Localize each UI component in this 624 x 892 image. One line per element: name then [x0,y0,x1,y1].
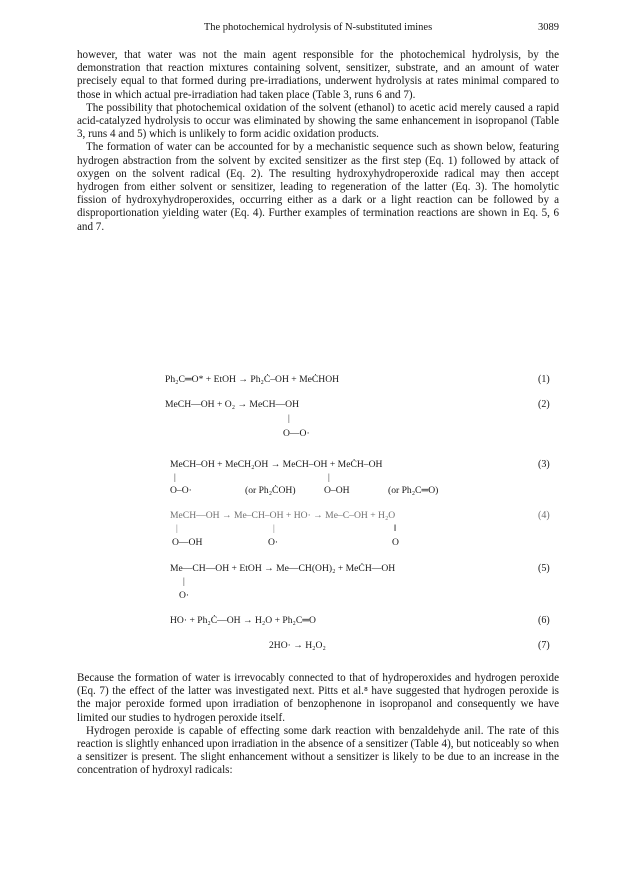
equation-4-bond-1: | [176,523,178,533]
equation-2-substituent: O—O· [283,428,310,439]
equation-1-number: (1) [538,374,550,385]
equation-2: MeCH—OH + O₂ → MeCH—OH [165,399,300,410]
paragraph-continuation: however, that water was not the main agent responsible for the photochemical hydrolysis, by the demonstration that reaction mixtures containing solvent, sensitizer, substrate, and an amount of water precisely equal to that formed during pre-irradiations, underwent hydrolysis at rates minimal compared to those in which actual pre-irradiation had taken place (Table 3, runs 6 and 7). [77,49,559,101]
equation-4: MeCH—OH → Me–CH–OH + HO· → Me–C–OH + H₂O [170,510,396,521]
equation-2-bond: | [288,413,290,423]
equation-4-number: (4) [538,510,550,521]
equation-3-number: (3) [538,459,550,470]
equation-5-number: (5) [538,563,550,574]
equation-4-bond-2: | [273,523,275,533]
equation-4-sub-2: O· [268,537,279,548]
equation-5-substituent: O· [179,590,190,601]
text-block-bottom [77,672,559,778]
equation-3-alt-2: (or Ph₂C═O) [388,485,439,496]
paragraph-hydrogen-peroxide: Because the formation of water is irrevocably connected to that of hydroperoxides and hydrogen peroxide (Eq. 7) the effect of the latter was investigated next. Pitts et al.⁸ have suggested that hydrogen peroxide is the major peroxide formed upon irradiation of benzophenone in isopropanol and consequently we have limited our studies to hydrogen peroxide itself. [77,672,559,724]
equation-6: HO· + Ph₂Ċ—OH → H₂O + Ph₂C═O [170,615,316,626]
equation-4-sub-3: O [392,537,399,548]
equation-3-sub-left: O–O· [170,485,192,496]
equation-7-number: (7) [538,640,550,651]
equation-3-sub-mid: O–OH [324,485,350,496]
equation-4-sub-1: O—OH [172,537,203,548]
equation-4-bond-3: ‖ [394,523,397,533]
equation-3-bond-1: | [174,472,176,482]
paragraph-dark-reaction: Hydrogen peroxide is capable of effecting some dark reaction with benzaldehyde anil. The rate of this reaction is slightly enhanced upon irradiation in the absence of a sensitizer (Table 4), but noticeably so when a sensitizer is present. The slight enhancement without a sensitizer is likely to be due to an increase in the concentration of hydroxyl radicals: [77,724,559,777]
page-number: 3089 [538,22,559,33]
running-title: The photochemical hydrolysis of N-substituted imines [203,22,433,33]
equation-6-number: (6) [538,615,550,626]
equation-3-bond-2: | [328,472,330,482]
equation-2-number: (2) [538,399,550,410]
paragraph-mechanism: The formation of water can be accounted for by a mechanistic sequence such as shown below, featuring hydrogen abstraction from the solvent by excited sensitizer as the first step (Eq. 1) followed by attack of oxygen on the solvent radical (Eq. 2). The resulting hydroxyhydroperoxide radical may then accept hydrogen from either solvent or sensitizer, leading to regeneration of the latter (Eq. 3). The homolytic fission of hydroxyhydroperoxides, occurring either as a dark or a light reaction can be followed by a disproportionation yielding water (Eq. 4). Further examples of termination reactions are shown in Eq. 5, 6 and 7. [77,141,559,233]
equation-1: Ph₂C═O* + EtOH → Ph₂Ċ–OH + MeĊHOH [165,374,340,385]
equation-3: MeCH–OH + MeCH₂OH → MeCH–OH + MeĊH–OH [170,459,383,470]
equation-3-alt-1: (or Ph₂ĊOH) [245,485,296,496]
equation-5-bond: | [183,576,185,586]
equation-7: 2HO· → H₂O₂ [269,640,326,651]
paragraph-solvent-oxidation: The possibility that photochemical oxidation of the solvent (ethanol) to acetic acid merely caused a rapid acid-catalyzed hydrolysis to occur was eliminated by showing the same enhancement in isopropanol (Table 3, runs 4 and 5) which is unlikely to form acidic oxidation products. [77,101,559,141]
equation-5: Me—CH—OH + EtOH → Me—CH(OH)₂ + MeĊH—OH [170,563,396,574]
